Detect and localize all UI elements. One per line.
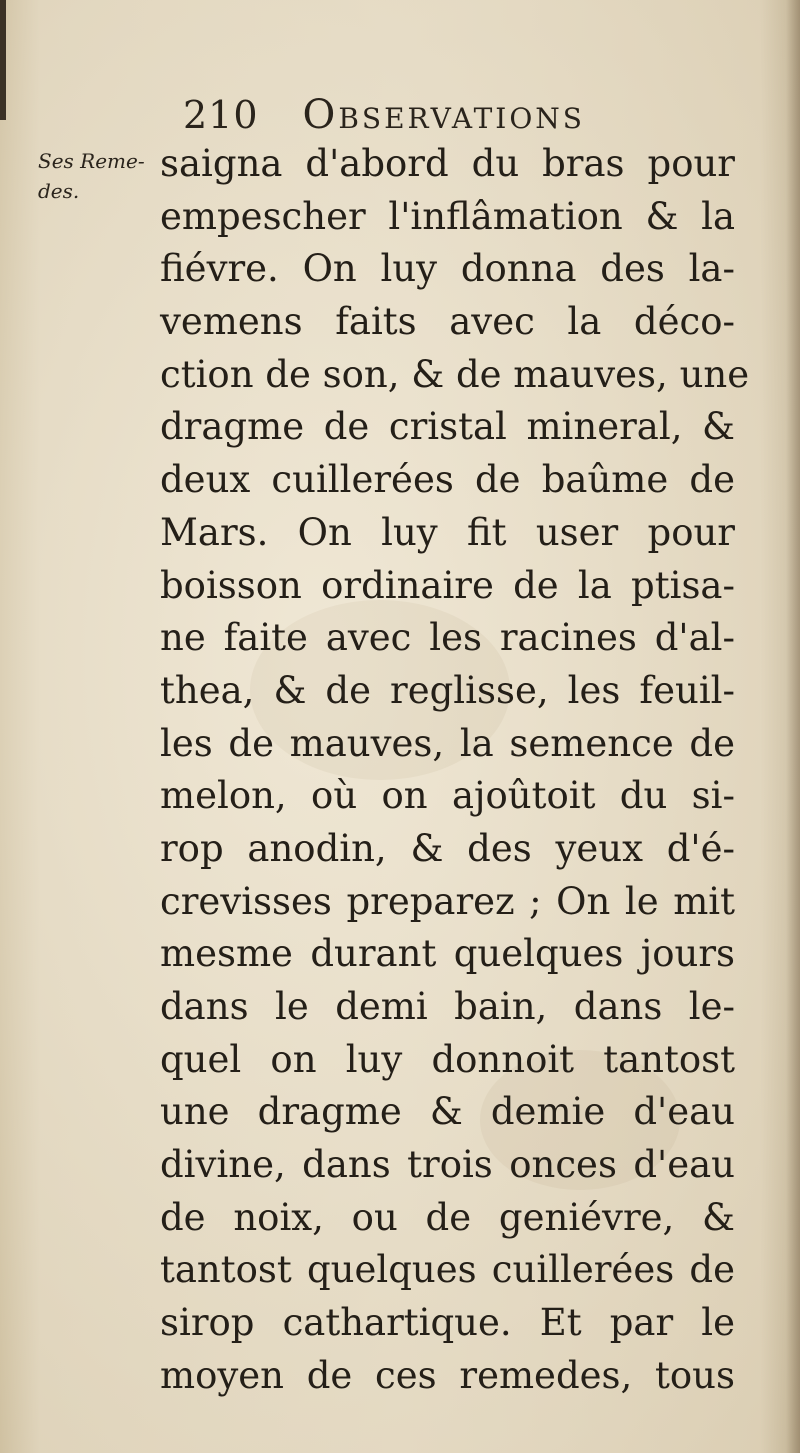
margin-note: [38, 146, 168, 206]
text-line: crevisses preparez ; On le mit: [160, 879, 735, 923]
text-line: Mars. On luy fit user pour: [160, 510, 735, 554]
margin-note-line: Ses Reme-: [38, 149, 145, 173]
text-line: divine, dans trois onces d'eau: [160, 1143, 735, 1187]
text-line: saigna d'abord du bras pour: [160, 142, 735, 185]
text-line: dans le demi bain, dans le-: [160, 985, 735, 1028]
text-line: deux cuillerées de baûme de: [160, 458, 735, 502]
text-line: une dragme & demie d'eau: [160, 1090, 735, 1134]
text-line: ction de son, & de mauves, une: [160, 352, 750, 396]
text-line: fiévre. On luy donna des la-: [160, 247, 735, 291]
text-line: empescher l'inflâmation & la: [160, 194, 735, 238]
text-line: tantost quelques cuillerées de: [160, 1248, 735, 1292]
running-head: [183, 92, 643, 138]
page-edge-shadow: [0, 0, 6, 120]
text-line: mesme durant quelques jours: [160, 932, 735, 976]
text-line: thea, & de reglisse, les feuil-: [160, 668, 735, 712]
body-text: [160, 138, 750, 1403]
text-line: dragme de cristal mineral, &: [160, 405, 735, 449]
margin-note-line: des.: [38, 179, 80, 203]
text-line: boisson ordinaire de la ptisa-: [160, 563, 735, 607]
gutter-shadow: [786, 0, 800, 1453]
running-title: Observations: [302, 92, 585, 138]
text-line: sirop cathartique. Et par le: [160, 1301, 735, 1345]
text-line: ne faite avec les racines d'al-: [160, 616, 735, 660]
text-line: les de mauves, la semence de: [160, 721, 735, 765]
text-line: rop anodin, & des yeux d'é-: [160, 826, 735, 870]
page-number: 210: [183, 93, 259, 137]
text-line: melon, où on ajoûtoit du si-: [160, 774, 735, 818]
text-line: quel on luy donnoit tantost: [160, 1037, 735, 1081]
text-line: vemens faits avec la déco-: [160, 300, 735, 344]
text-line: moyen de ces remedes, tous: [160, 1353, 735, 1397]
text-line: de noix, ou de geniévre, &: [160, 1195, 735, 1239]
